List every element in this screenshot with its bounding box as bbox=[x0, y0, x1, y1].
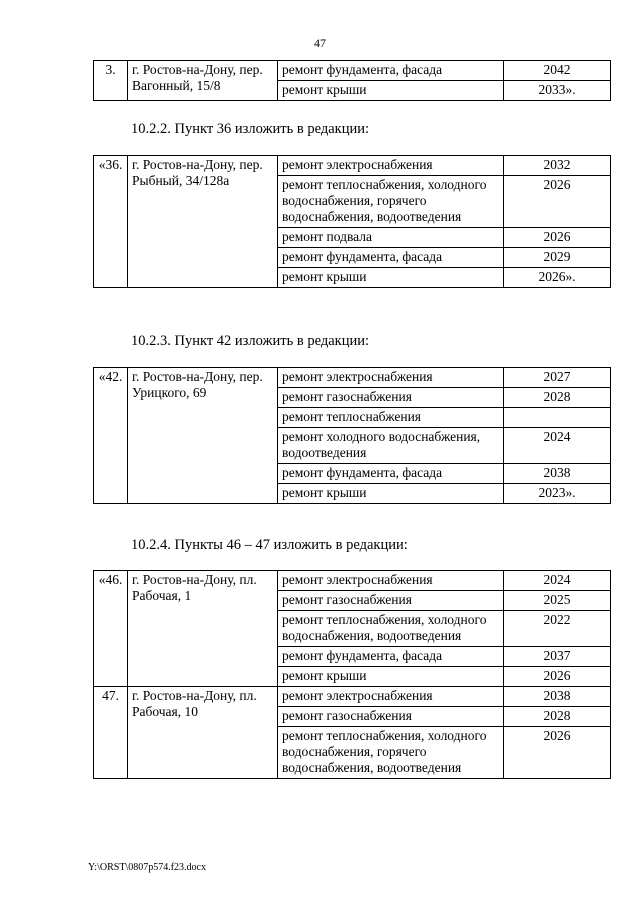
year-cell: 2038 bbox=[504, 687, 611, 707]
year-cell: 2028 bbox=[504, 388, 611, 408]
work-type-cell: ремонт электроснабжения bbox=[278, 368, 504, 388]
work-type-cell: ремонт теплоснабжения, холодного водоснабжения, горячего водоснабжения, водоотведения bbox=[278, 727, 504, 779]
work-type-cell: ремонт крыши bbox=[278, 667, 504, 687]
year-cell: 2038 bbox=[504, 464, 611, 484]
work-type-cell: ремонт холодного водоснабжения, водоотведения bbox=[278, 428, 504, 464]
work-type-cell: ремонт теплоснабжения, холодного водоснабжения, водоотведения bbox=[278, 611, 504, 647]
table-items-46-47 bbox=[93, 570, 611, 779]
item-number: 3. bbox=[94, 61, 128, 101]
table-item-3 bbox=[93, 60, 611, 101]
work-type-cell: ремонт теплоснабжения bbox=[278, 408, 504, 428]
work-type-cell: ремонт электроснабжения bbox=[278, 571, 504, 591]
year-cell: 2026 bbox=[504, 228, 611, 248]
address-cell: г. Ростов-на-Дону, пл. Рабочая, 1 bbox=[128, 571, 278, 687]
year-cell: 2026». bbox=[504, 268, 611, 288]
work-type-cell: ремонт газоснабжения bbox=[278, 707, 504, 727]
item-number: 47. bbox=[94, 687, 128, 779]
table-row bbox=[94, 61, 611, 81]
item-number: «42. bbox=[94, 368, 128, 504]
work-type-cell: ремонт крыши bbox=[278, 484, 504, 504]
work-type-cell: ремонт электроснабжения bbox=[278, 156, 504, 176]
work-type-cell: ремонт газоснабжения bbox=[278, 591, 504, 611]
year-cell: 2025 bbox=[504, 591, 611, 611]
address-cell: г. Ростов-на-Дону, пер. Рыбный, 34/128а bbox=[128, 156, 278, 288]
table-item-42 bbox=[93, 367, 611, 504]
address-cell: г. Ростов-на-Дону, пл. Рабочая, 10 bbox=[128, 687, 278, 779]
table-row bbox=[94, 571, 611, 591]
year-cell: 2024 bbox=[504, 428, 611, 464]
address-cell: г. Ростов-на-Дону, пер. Вагонный, 15/8 bbox=[128, 61, 278, 101]
year-cell: 2033». bbox=[504, 81, 611, 101]
year-cell: 2024 bbox=[504, 571, 611, 591]
work-type-cell: ремонт теплоснабжения, холодного водоснабжения, горячего водоснабжения, водоотведения bbox=[278, 176, 504, 228]
year-cell: 2026 bbox=[504, 667, 611, 687]
table-item-36 bbox=[93, 155, 611, 288]
paragraph-items-46-47: 10.2.4. Пункты 46 – 47 изложить в редакции: bbox=[131, 537, 408, 553]
table-row bbox=[94, 368, 611, 388]
work-type-cell: ремонт фундамента, фасада bbox=[278, 248, 504, 268]
work-type-cell: ремонт фундамента, фасада bbox=[278, 464, 504, 484]
table-row bbox=[94, 687, 611, 707]
item-number: «36. bbox=[94, 156, 128, 288]
year-cell: 2027 bbox=[504, 368, 611, 388]
year-cell: 2037 bbox=[504, 647, 611, 667]
year-cell: 2023». bbox=[504, 484, 611, 504]
paragraph-item-36: 10.2.2. Пункт 36 изложить в редакции: bbox=[131, 121, 370, 137]
year-cell: 2022 bbox=[504, 611, 611, 647]
paragraph-item-42: 10.2.3. Пункт 42 изложить в редакции: bbox=[131, 333, 370, 349]
year-cell: 2029 bbox=[504, 248, 611, 268]
year-cell: 2028 bbox=[504, 707, 611, 727]
year-cell: 2026 bbox=[504, 727, 611, 779]
year-cell: 2032 bbox=[504, 156, 611, 176]
work-type-cell: ремонт крыши bbox=[278, 81, 504, 101]
year-cell: 2026 bbox=[504, 176, 611, 228]
work-type-cell: ремонт фундамента, фасада bbox=[278, 647, 504, 667]
address-cell: г. Ростов-на-Дону, пер. Урицкого, 69 bbox=[128, 368, 278, 504]
work-type-cell: ремонт крыши bbox=[278, 268, 504, 288]
year-cell: 2042 bbox=[504, 61, 611, 81]
work-type-cell: ремонт электроснабжения bbox=[278, 687, 504, 707]
work-type-cell: ремонт фундамента, фасада bbox=[278, 61, 504, 81]
footer-file-path: Y:\ORST\0807p574.f23.docx bbox=[88, 862, 206, 873]
year-cell bbox=[504, 408, 611, 428]
table-row bbox=[94, 156, 611, 176]
item-number: «46. bbox=[94, 571, 128, 687]
work-type-cell: ремонт подвала bbox=[278, 228, 504, 248]
work-type-cell: ремонт газоснабжения bbox=[278, 388, 504, 408]
page-number: 47 bbox=[314, 36, 326, 50]
